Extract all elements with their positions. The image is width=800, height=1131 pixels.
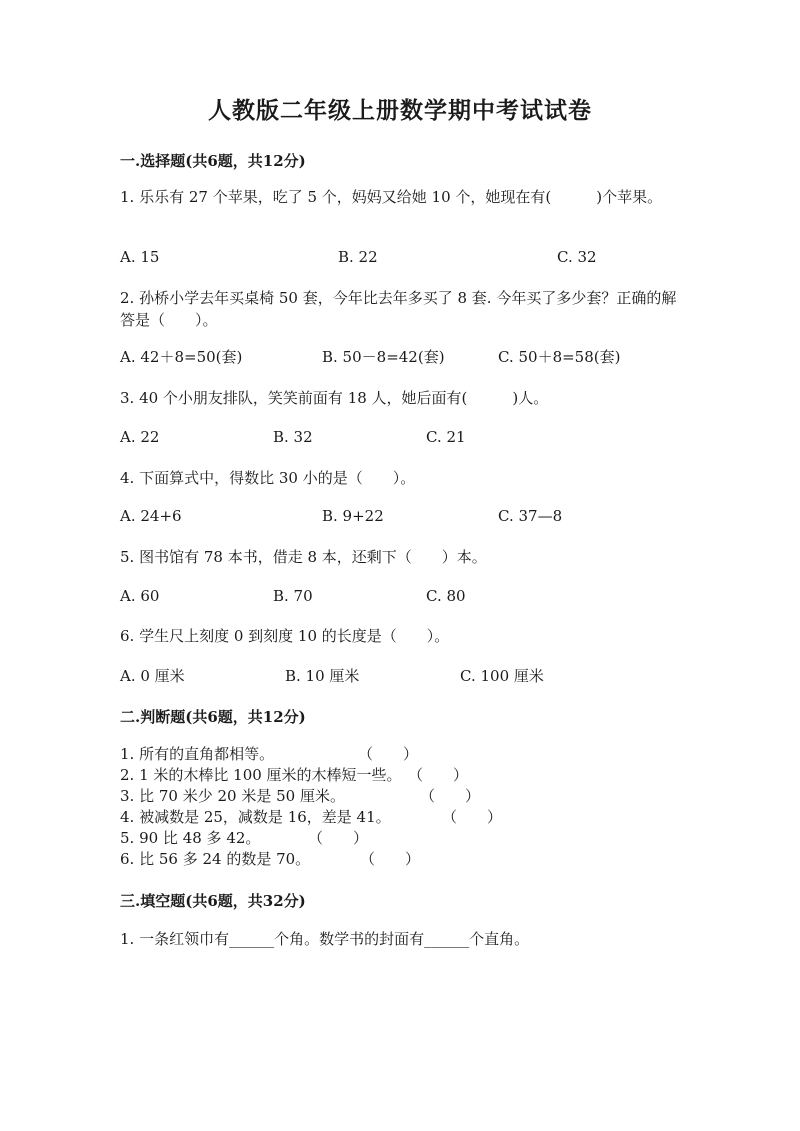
section-heading-multiple-choice: 一.选择题(共6题，共12分) — [120, 152, 306, 170]
question-text: 2. 孙桥小学去年买桌椅 50 套，今年比去年多买了 8 套. 今年买了多少套？正确的解答是（ ）。 — [120, 289, 677, 329]
true-false-item — [120, 827, 369, 848]
statement-text: 6. 比 56 多 24 的数是 70。 — [120, 850, 311, 868]
section-heading-true-false: 二.判断题(共6题，共12分) — [120, 708, 306, 726]
option-c[interactable]: C. 32 — [557, 248, 597, 266]
question-text: 5. 图书馆有 78 本书，借走 8 本，还剩下（ ）本。 — [120, 548, 487, 566]
statement-text: 2. 1 米的木棒比 100 厘米的木棒短一些。 — [120, 766, 402, 784]
option-b[interactable]: B. 70 — [273, 587, 313, 605]
option-b[interactable]: B. 22 — [338, 248, 378, 266]
statement-text: 4. 被减数是 25，减数是 16，差是 41。 — [120, 808, 391, 826]
question-text: 3. 40 个小朋友排队，笑笑前面有 18 人，她后面有( )人。 — [120, 389, 549, 407]
true-false-item — [120, 848, 421, 869]
answer-parentheses[interactable]: （ ） — [308, 829, 369, 847]
true-false-item — [120, 743, 419, 764]
true-false-item — [120, 785, 481, 806]
option-row — [120, 248, 680, 270]
true-false-item — [120, 806, 503, 827]
option-row — [120, 428, 680, 450]
answer-parentheses[interactable]: （ ） — [360, 850, 421, 868]
option-c[interactable]: C. 21 — [426, 428, 466, 446]
option-row — [120, 665, 680, 687]
option-a[interactable]: A. 42＋8=50(套) — [120, 348, 243, 366]
option-a[interactable]: A. 0 厘米 — [120, 667, 185, 685]
option-a[interactable]: A. 24+6 — [120, 507, 182, 525]
option-row — [120, 346, 680, 368]
option-b[interactable]: B. 9+22 — [322, 507, 384, 525]
option-c[interactable]: C. 100 厘米 — [460, 667, 544, 685]
answer-parentheses[interactable]: （ ） — [442, 808, 503, 826]
option-a[interactable]: A. 15 — [120, 248, 160, 266]
option-b[interactable]: B. 32 — [273, 428, 313, 446]
statement-text: 1. 所有的直角都相等。 — [120, 745, 275, 763]
answer-parentheses[interactable]: （ ） — [358, 745, 419, 763]
option-b[interactable]: B. 50－8=42(套) — [322, 348, 445, 366]
question-text: 1. 一条红领巾有______个角。数学书的封面有______个直角。 — [120, 930, 530, 948]
option-c[interactable]: C. 37—8 — [498, 507, 563, 525]
option-row — [120, 587, 680, 609]
option-c[interactable]: C. 80 — [426, 587, 466, 605]
question-text: 6. 学生尺上刻度 0 到刻度 10 的长度是（ ）。 — [120, 627, 450, 645]
option-a[interactable]: A. 60 — [120, 587, 160, 605]
question-text: 1. 乐乐有 27 个苹果，吃了 5 个，妈妈又给她 10 个，她现在有( )个苹果。 — [120, 188, 663, 206]
question-text: 4. 下面算式中，得数比 30 小的是（ ）。 — [120, 469, 416, 487]
answer-parentheses[interactable]: （ ） — [408, 766, 469, 784]
option-row — [120, 507, 680, 529]
answer-parentheses[interactable]: （ ） — [420, 787, 481, 805]
true-false-item — [120, 764, 469, 785]
statement-text: 3. 比 70 米少 20 米是 50 厘米。 — [120, 787, 345, 805]
option-a[interactable]: A. 22 — [120, 428, 160, 446]
option-c[interactable]: C. 50＋8=58(套) — [498, 348, 621, 366]
option-b[interactable]: B. 10 厘米 — [285, 667, 360, 685]
page-title: 人教版二年级上册数学期中考试试卷 — [208, 97, 592, 124]
section-heading-fill-in: 三.填空题(共6题，共32分) — [120, 892, 306, 910]
statement-text: 5. 90 比 48 多 42。 — [120, 829, 261, 847]
